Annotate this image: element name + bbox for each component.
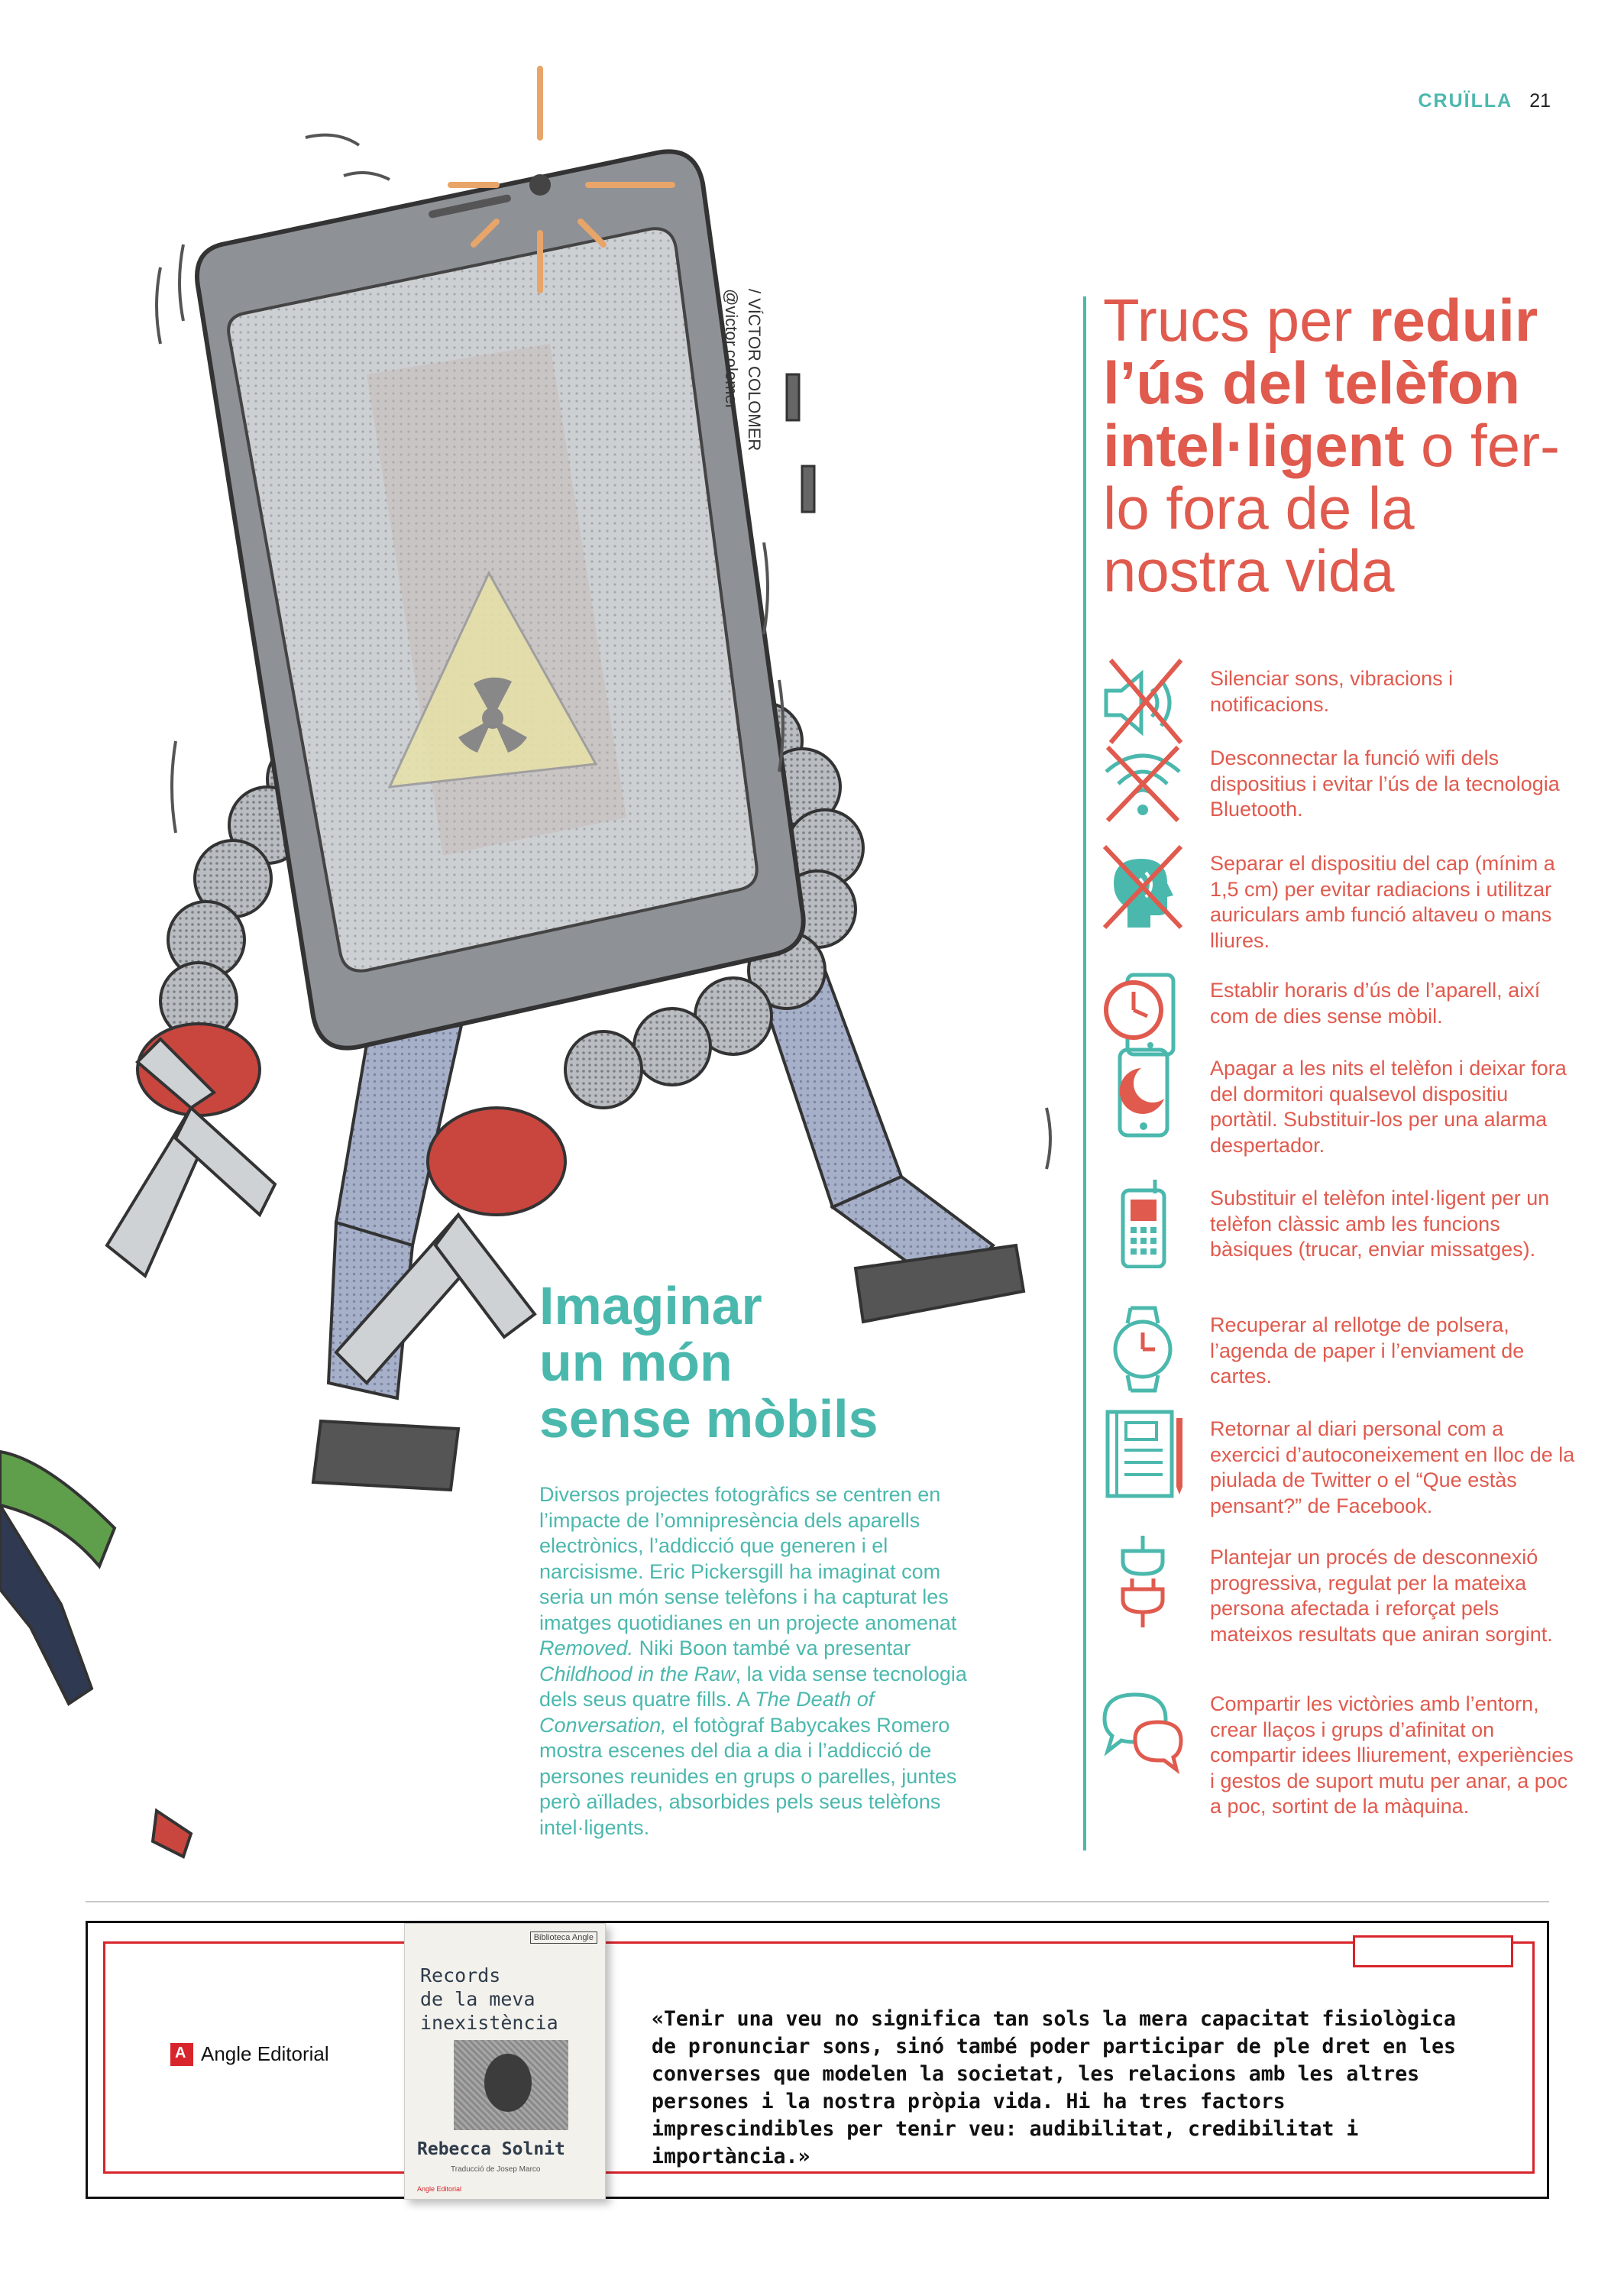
phone-moon-icon bbox=[1097, 1047, 1189, 1138]
angle-logo-icon bbox=[170, 2043, 193, 2066]
tip-text: Plantejar un procés de desconnexió progressiva, regulat per la mateixa persona afectada i reforçat pels mateixos resultats que aniran sorgint. bbox=[1210, 1546, 1553, 1646]
notebook-pen-icon bbox=[1097, 1407, 1189, 1499]
feature-body bbox=[539, 1482, 967, 1841]
credit-name: / VÍCTOR COLOMER bbox=[745, 289, 764, 452]
tip-text: Recuperar al rellotge de polsera, l’agenda de paper i l’enviament de cartes. bbox=[1210, 1313, 1525, 1387]
unplug-icon bbox=[1097, 1536, 1189, 1627]
author-photo bbox=[454, 2040, 568, 2130]
book-title-line: de la meva bbox=[420, 1988, 535, 2010]
page-separator bbox=[86, 1901, 1549, 1902]
tip-text: Compartir les victòries amb l’entorn, crear llaços i grups d’afinitat on compartir idees lliurement, experiències i gestos de suport mutu per anar, a poc a poc, sortint de la màquina. bbox=[1210, 1692, 1574, 1818]
tips-title-lead: Trucs per bbox=[1103, 287, 1370, 354]
book-title-line: inexistència bbox=[420, 2012, 558, 2034]
publisher-logo bbox=[170, 2042, 329, 2066]
muted-speaker-icon bbox=[1097, 657, 1189, 749]
book-translator: Traducció de Josep Marco bbox=[451, 2165, 541, 2174]
magazine-brand: CRUÏLLA bbox=[1418, 90, 1513, 112]
book-title-line: Records bbox=[420, 1964, 501, 1986]
book-author: Rebecca Solnit bbox=[417, 2139, 565, 2159]
tip-text: Separar el dispositiu del cap (mínim a 1,5 cm) per evitar radiacions i utilitzar auriculars amb funció altaveu o mans lliures. bbox=[1210, 852, 1555, 952]
book-quote: «Tenir una veu no significa tan sols la mera capacitat fisiològica de pronunciar sons, sinó també poder participar de ple dret en les converses que modelen la societat, les relacions amb les altres persones i la nostra pròpia vida. Hi ha tres factors imprescindibles per tenir veu: audibilitat, credibilitat i importància.» bbox=[652, 2007, 1456, 2168]
head-radiation-off-icon bbox=[1097, 842, 1189, 934]
tip-text: Establir horaris d’ús de l’aparell, així com de dies sense mòbil. bbox=[1210, 979, 1541, 1028]
feature-title-line: Imaginar bbox=[539, 1276, 762, 1336]
wifi-off-icon bbox=[1097, 737, 1189, 828]
illustration-credit bbox=[720, 289, 765, 451]
tip-text: Retornar al diari personal com a exercici d’autoconeixement en lloc de la piulada de Twitter o el “Que estàs pensant?” de Facebook. bbox=[1210, 1417, 1575, 1517]
page-number: 21 bbox=[1529, 90, 1551, 112]
project-name: Removed. bbox=[539, 1637, 634, 1659]
feature-body-text: el fotògraf Babycakes Romero mostra escenes del dia a dia i l’addicció de persones reunides en grups o parelles, juntes però aïllades, absorbides pels seus telèfons intel·ligents. bbox=[539, 1713, 957, 1839]
tips-title-tail: o fer-lo fora de la nostra vida bbox=[1103, 412, 1561, 604]
classic-phone-icon bbox=[1097, 1177, 1189, 1268]
wristwatch-icon bbox=[1097, 1303, 1189, 1395]
ad-red-accent-box bbox=[1353, 1935, 1513, 1967]
tip-text: Apagar a les nits el telèfon i deixar fora del dormitori qualsevol dispositiu portàtil. Substituir-los per una alarma despertador. bbox=[1210, 1057, 1567, 1157]
feature-title-line: un món bbox=[539, 1332, 733, 1392]
book-cover bbox=[404, 1923, 606, 2200]
project-name: Childhood in the Raw bbox=[539, 1662, 736, 1685]
tips-title bbox=[1103, 289, 1561, 602]
tips-title-bold: reduir l’ús del telèfon intel·ligent bbox=[1103, 287, 1538, 479]
page-header bbox=[1418, 90, 1551, 112]
tip-text: Substituir el telèfon intel·ligent per un telèfon clàssic amb les funcions bàsiques (trucar, enviar missatges). bbox=[1210, 1187, 1550, 1261]
logo-mark: A bbox=[175, 2044, 186, 2061]
running-person bbox=[0, 1452, 191, 1857]
credit-handle: @victor.colomer bbox=[722, 289, 741, 410]
tip-text: Silenciar sons, vibracions i notificacions. bbox=[1210, 667, 1454, 716]
phone-body bbox=[197, 151, 814, 1047]
publisher-name: Angle Editorial bbox=[201, 2042, 329, 2065]
book-advertisement bbox=[86, 1921, 1549, 2199]
tips-divider bbox=[1083, 296, 1086, 1850]
feature-title bbox=[539, 1277, 998, 1447]
feature-body-text: Niki Boon també va presentar bbox=[633, 1637, 911, 1659]
book-publisher: Angle Editorial bbox=[417, 2185, 462, 2193]
tip-text: Desconnectar la funció wifi dels dispositius i evitar l’ús de la tecnologia Bluetooth. bbox=[1210, 746, 1560, 821]
book-title bbox=[420, 1964, 558, 2035]
feature-title-line: sense mòbils bbox=[539, 1389, 878, 1449]
feature-body-text: Diversos projectes fotogràfics se centren en l’impacte de l’omnipresència dels aparells electrònics, l’addicció que generen i el narcisisme. Eric Pickersgill ha imaginat com seria un món sense telèfons i ha capturat les imatges quotidianes en un projecte anomenat bbox=[539, 1483, 957, 1634]
project-name: The Death of Conversation, bbox=[539, 1688, 875, 1737]
speech-bubbles-icon bbox=[1097, 1682, 1189, 1774]
book-series: Biblioteca Angle bbox=[530, 1931, 597, 1944]
feature-body-text: , la vida sense tecnologia dels seus quatre fills. A bbox=[539, 1662, 967, 1711]
